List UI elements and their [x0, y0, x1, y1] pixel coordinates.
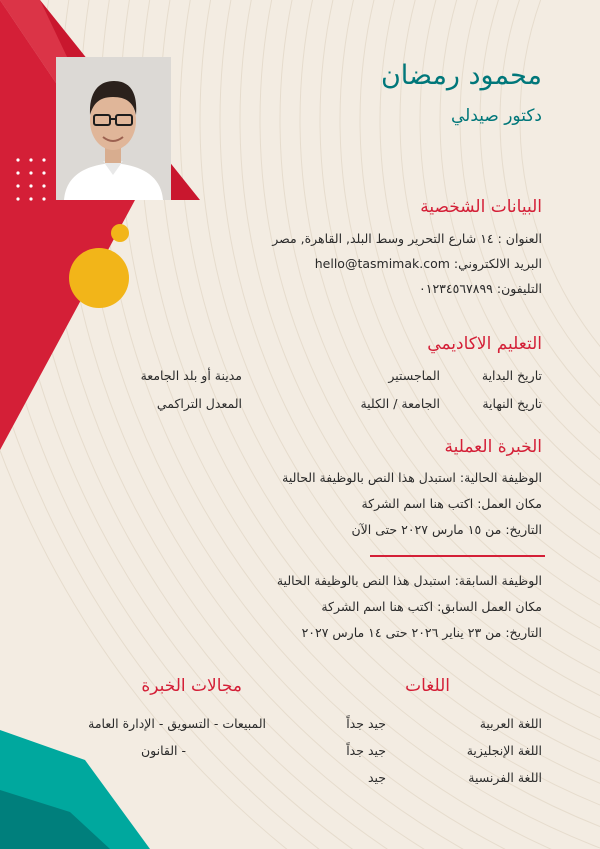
language-level: جيد جداً — [346, 743, 386, 758]
profile-photo — [56, 57, 171, 200]
experience-heading: الخبرة العملية — [444, 437, 542, 457]
previous-date: التاريخ: من ٢٣ يناير ٢٠٢٦ حتى ١٤ مارس ٢٠٢٧ — [301, 625, 542, 640]
job-title: دكتور صيدلي — [450, 106, 542, 126]
current-date: التاريخ: من ١٥ مارس ٢٠٢٧ حتى الآن — [351, 522, 542, 537]
language-level: جيد جداً — [346, 716, 386, 731]
fields-line-2: - القانون — [140, 743, 186, 758]
language-level: جيد — [367, 770, 386, 785]
previous-job: الوظيفة السابقة: استبدل هذا النص بالوظيفة الحالية — [276, 573, 542, 588]
person-avatar-icon — [56, 57, 171, 200]
edu-end-label: تاريخ النهاية — [482, 396, 542, 411]
edu-degree: الماجستير — [388, 368, 440, 383]
language-name: اللغة الفرنسية — [468, 770, 542, 785]
current-place: مكان العمل: اكتب هنا اسم الشركة — [361, 496, 542, 511]
experience-divider — [370, 555, 545, 557]
candidate-name: محمود رمضان — [380, 60, 542, 91]
edu-university: الجامعة / الكلية — [360, 396, 440, 411]
languages-heading: اللغات — [405, 676, 450, 696]
language-name: اللغة الإنجليزية — [466, 743, 542, 758]
previous-place: مكان العمل السابق: اكتب هنا اسم الشركة — [321, 599, 542, 614]
language-name: اللغة العربية — [479, 716, 542, 731]
education-heading: التعليم الاكاديمي — [427, 334, 542, 354]
edu-start-label: تاريخ البداية — [481, 368, 542, 383]
edu-gpa: المعدل التراكمي — [156, 396, 242, 411]
email-text: البريد الالكتروني: hello@tasmimak.com — [314, 256, 542, 271]
phone-text: التليفون: ٠١٢٣٤٥٦٧٨٩٩ — [419, 281, 542, 296]
personal-heading: البيانات الشخصية — [420, 197, 542, 217]
fields-line-1: المبيعات - التسويق - الإدارة العامة — [88, 716, 266, 731]
current-job: الوظيفة الحالية: استبدل هذا النص بالوظيفة الحالية — [282, 470, 542, 485]
edu-city: مدينة أو بلد الجامعة — [140, 368, 242, 383]
fields-heading: مجالات الخبرة — [141, 676, 242, 696]
address-text: العنوان : ١٤ شارع التحرير وسط البلد, القاهرة, مصر — [272, 231, 542, 246]
